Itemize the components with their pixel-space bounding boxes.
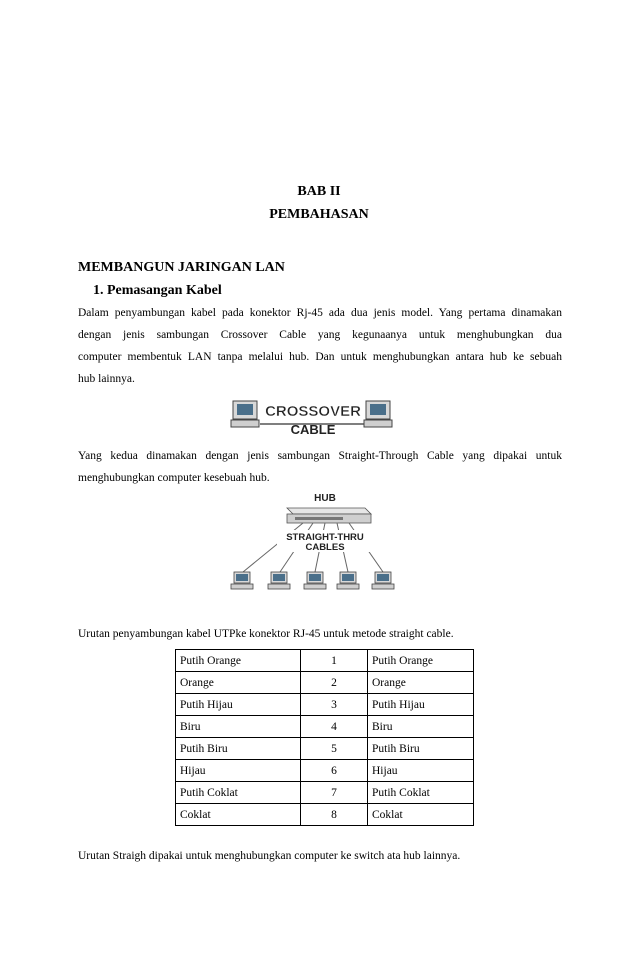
table-cell: Orange [176, 672, 301, 694]
table-cell: Putih Hijau [176, 694, 301, 716]
computer-icon [337, 572, 359, 589]
pin-order-table [175, 649, 474, 826]
table-row [176, 650, 474, 672]
computer-icon [364, 401, 392, 427]
paragraph-straigh: Urutan Straigh dipakai untuk menghubungkan computer ke switch ata hub lainnya. [78, 850, 461, 862]
table-cell: Putih Biru [176, 738, 301, 760]
table-cell: Putih Hijau [368, 694, 474, 716]
hub-icon [287, 508, 371, 523]
table-cell: Biru [176, 716, 301, 738]
table-cell: Putih Orange [176, 650, 301, 672]
table-cell: 8 [301, 804, 368, 826]
straight-thru-figure [225, 490, 415, 595]
crossover-cable-figure [230, 398, 395, 438]
paragraph-line: hub lainnya. [78, 373, 135, 385]
table-cell: Orange [368, 672, 474, 694]
paragraph-crossover [78, 302, 562, 390]
computer-icon [231, 572, 253, 589]
table-row [176, 738, 474, 760]
table-cell: Putih Coklat [368, 782, 474, 804]
chapter-title: PEMBAHASAN [269, 207, 369, 222]
table-cell: 6 [301, 760, 368, 782]
computer-icon [304, 572, 326, 589]
section-subheading: 1. Pemasangan Kabel [93, 283, 222, 298]
table-row [176, 760, 474, 782]
computer-icon [268, 572, 290, 589]
paragraph-urutan: Urutan penyambungan kabel UTPke konektor RJ-45 untuk metode straight cable. [78, 628, 454, 640]
table-cell: Coklat [368, 804, 474, 826]
table-cell: 3 [301, 694, 368, 716]
straight-thru-label: STRAIGHT-THRU [286, 532, 364, 543]
table-cell: 4 [301, 716, 368, 738]
paragraph-line: computer membentuk LAN tanpa melalui hub. Dan untuk menghubungkan antara hub ke sebuah [78, 351, 562, 363]
table-cell: 5 [301, 738, 368, 760]
paragraph-line: Dalam penyambungan kabel pada konektor Rj-45 ada dua jenis model. Yang pertama dinamakan [78, 307, 562, 319]
table-cell: Biru [368, 716, 474, 738]
cable-label: CABLE [290, 422, 336, 437]
paragraph-line: Yang kedua dinamakan dengan jenis sambungan Straight-Through Cable yang dipakai untuk [78, 450, 562, 462]
section-heading: MEMBANGUN JARINGAN LAN [78, 260, 285, 275]
table-row [176, 672, 474, 694]
table-row [176, 782, 474, 804]
paragraph-line: menghubungkan computer kesebuah hub. [78, 472, 270, 484]
table-cell: Coklat [176, 804, 301, 826]
table-cell: 2 [301, 672, 368, 694]
crossover-label: CROSSOVER [265, 403, 361, 420]
computer-icon [231, 401, 259, 427]
table-cell: Putih Biru [368, 738, 474, 760]
table-cell: Putih Coklat [176, 782, 301, 804]
table-row [176, 694, 474, 716]
paragraph-straight [78, 445, 562, 489]
table-row [176, 804, 474, 826]
hub-label: HUB [314, 493, 336, 504]
table-cell: Hijau [368, 760, 474, 782]
table-cell: 1 [301, 650, 368, 672]
cables-label: CABLES [305, 542, 345, 553]
chapter-number: BAB II [297, 184, 341, 199]
table-cell: 7 [301, 782, 368, 804]
table-row [176, 716, 474, 738]
computer-icon [372, 572, 394, 589]
table-cell: Putih Orange [368, 650, 474, 672]
paragraph-line: dengan jenis sambungan Crossover Cable yang kegunaanya untuk menghubungkan dua [78, 329, 562, 341]
table-cell: Hijau [176, 760, 301, 782]
